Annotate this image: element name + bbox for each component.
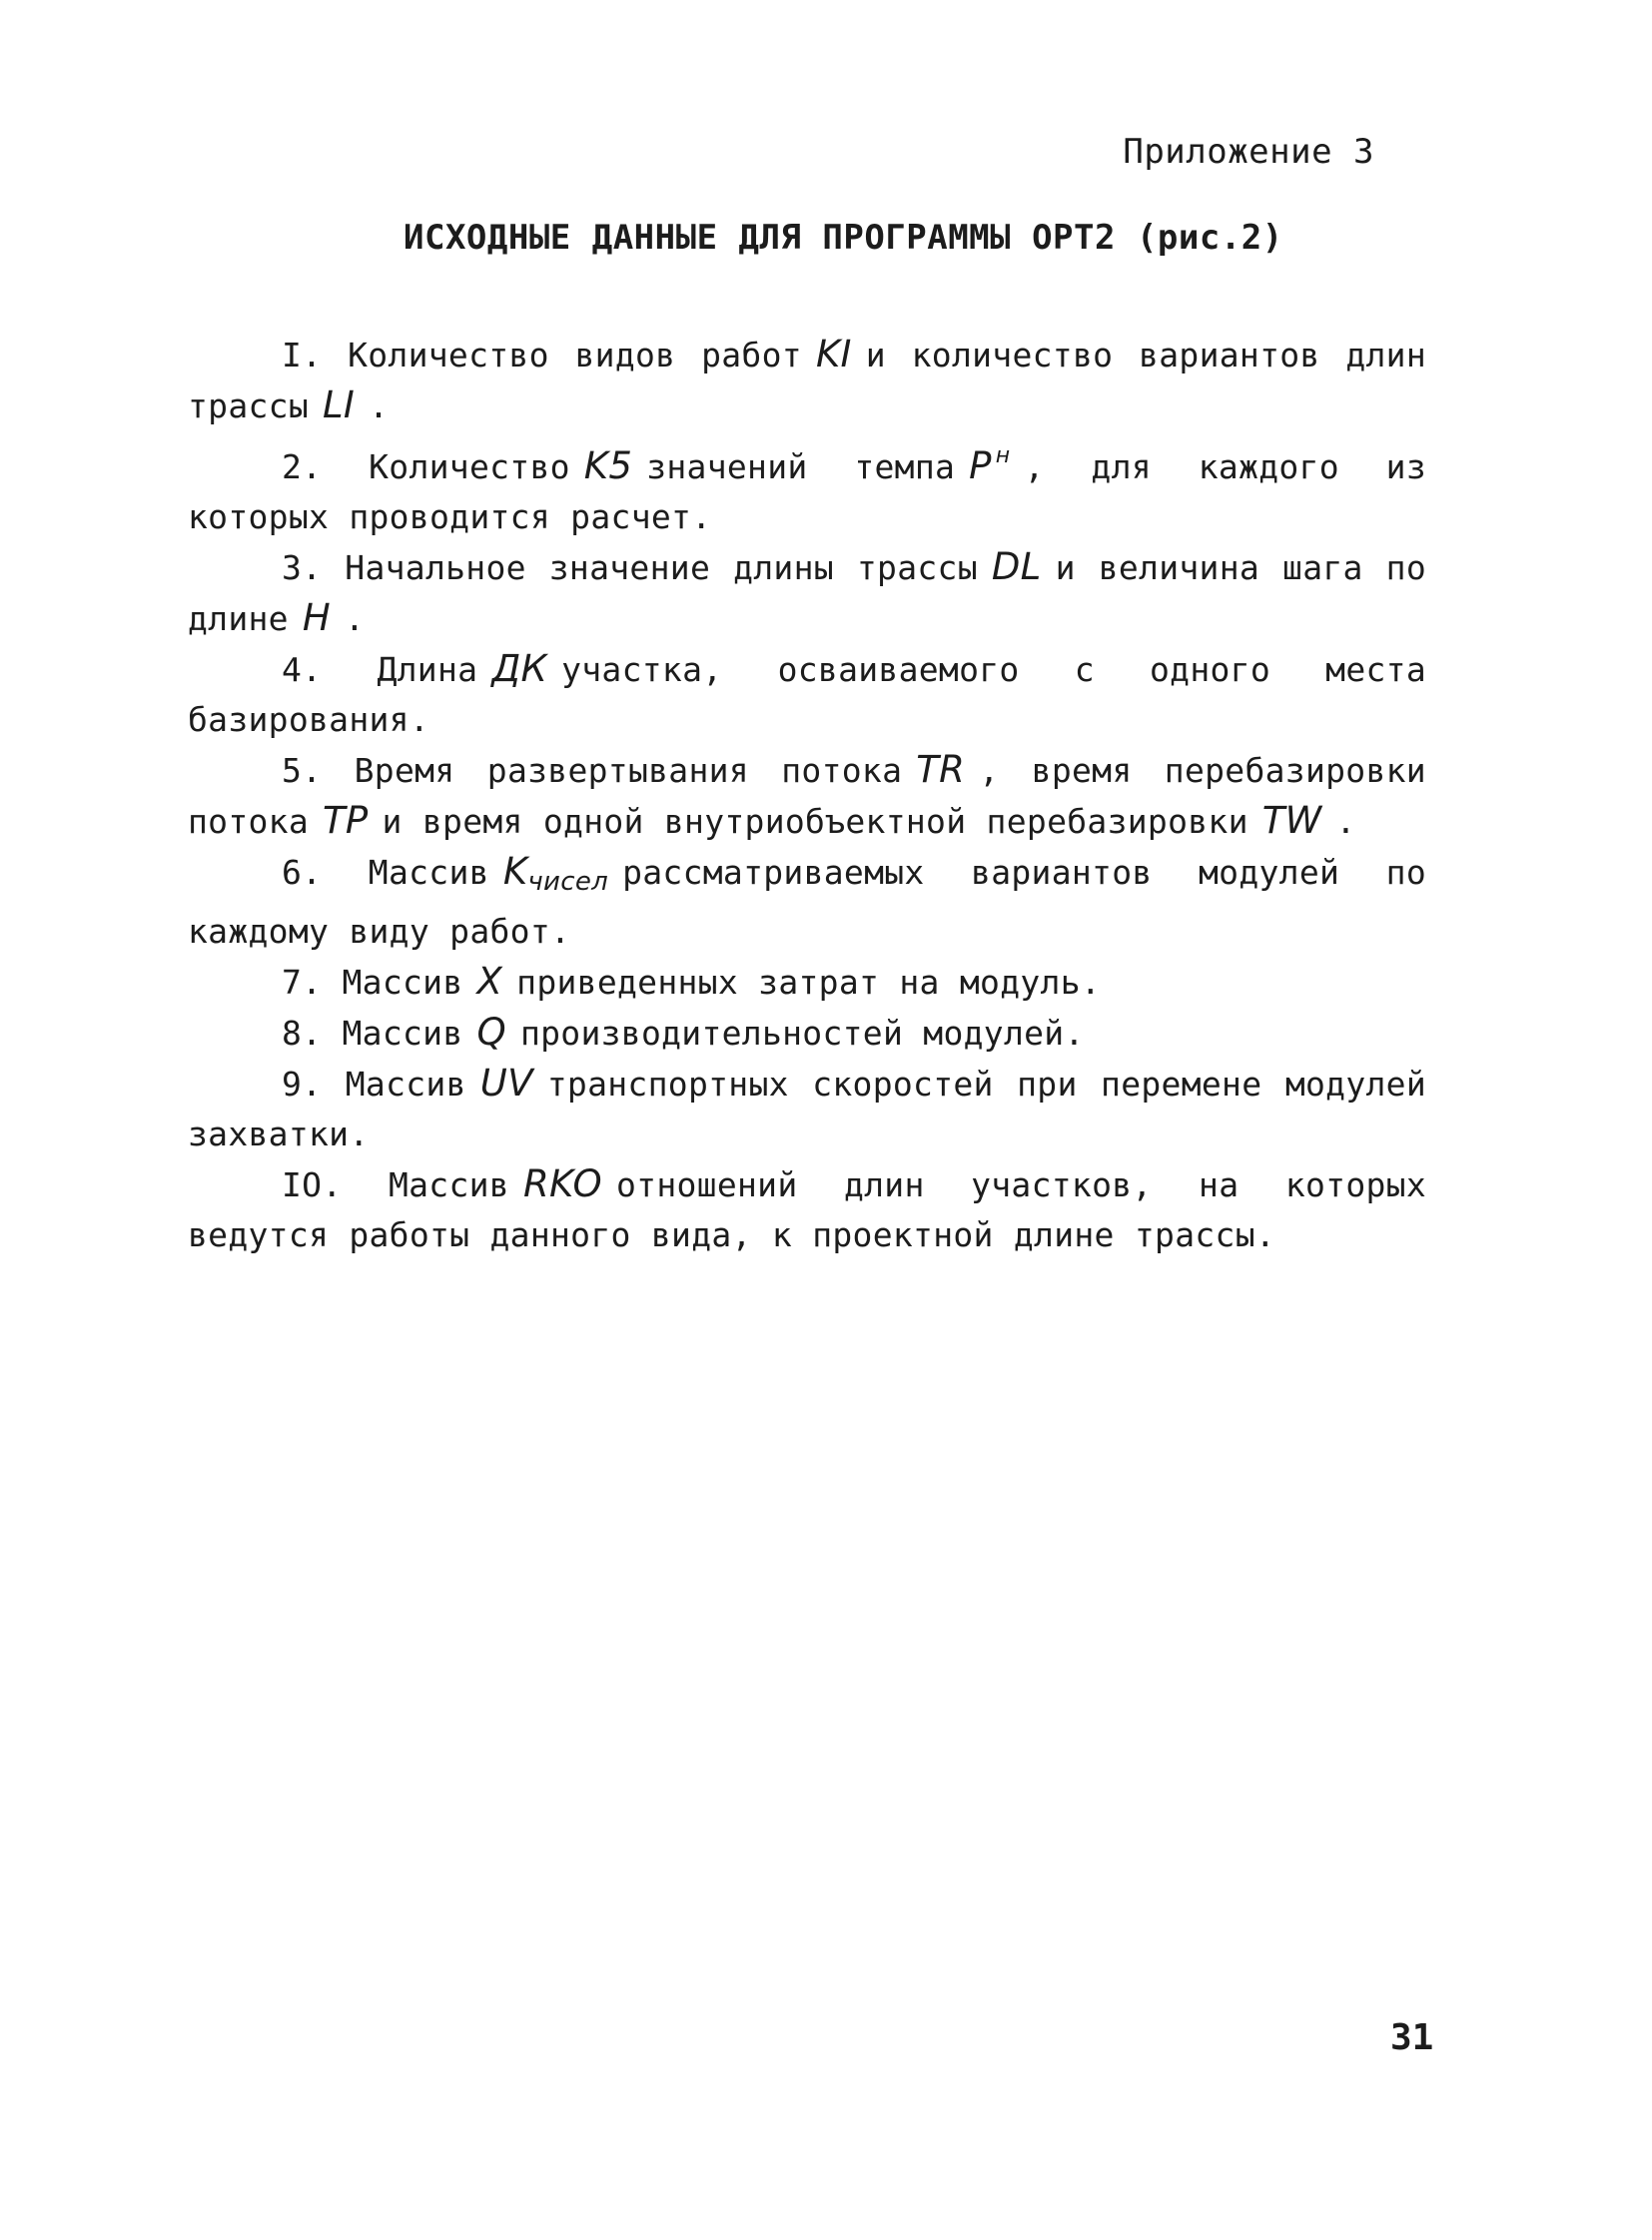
item-text: приведенных затрат на модуль. — [516, 963, 1102, 1002]
page-number: 31 — [1390, 2017, 1434, 2058]
item-text: IO. Массив — [282, 1165, 509, 1204]
variable-symbol: TR — [916, 748, 966, 791]
list-item — [188, 745, 1426, 847]
variable-symbol — [955, 444, 1024, 487]
item-text: 8. Массив — [282, 1014, 463, 1053]
symbol-subscript: чисел — [527, 867, 609, 897]
item-text: участка, осваиваемого с одного места базирования. — [188, 650, 1426, 739]
item-text: транспортных скоростей при перемене модулей захватки. — [188, 1065, 1426, 1153]
item-text: 3. Начальное значение длины трассы — [282, 548, 978, 587]
item-text: . — [369, 386, 390, 425]
variable-symbol: LI — [323, 383, 356, 426]
item-text: и время одной внутриобъектной перебазировки — [382, 802, 1248, 841]
variable-symbol: RKO — [522, 1162, 602, 1205]
item-text: I. Количество видов работ — [282, 336, 802, 374]
list-item — [188, 431, 1426, 542]
variable-symbol: KI — [815, 333, 852, 375]
list-item — [188, 330, 1426, 431]
variable-symbol: ДК — [491, 647, 548, 690]
symbol-superscript: н — [995, 443, 1011, 468]
item-text: 4. Длина — [282, 650, 478, 689]
item-text: значений темпа — [646, 447, 956, 486]
list-item — [188, 847, 1426, 957]
variable-symbol: X — [476, 960, 503, 1003]
item-text: 6. Массив — [282, 853, 489, 892]
symbol-base: P — [969, 444, 992, 487]
input-data-list — [188, 330, 1426, 1260]
variable-symbol — [489, 850, 622, 897]
document-title: ИСХОДНЫЕ ДАННЫЕ ДЛЯ ПРОГРАММЫ ОРТ2 (рис.2) — [404, 218, 1283, 258]
variable-symbol: TP — [323, 799, 369, 842]
item-text: , время перебазировки потока — [188, 751, 1426, 841]
item-text: 7. Массив — [282, 963, 463, 1002]
item-text: 5. Время развертывания потока — [282, 751, 903, 790]
item-text: 9. Массив — [282, 1065, 466, 1104]
variable-symbol: TW — [1261, 799, 1322, 842]
item-text: производительностей модулей. — [519, 1014, 1085, 1053]
item-text: и величина шага по длине — [188, 548, 1426, 638]
symbol-base: K — [502, 850, 528, 893]
item-text: отношений длин участков, на которых ведутся работы данного вида, к проектной длине трассы. — [188, 1165, 1426, 1254]
item-text: 2. Количество — [282, 447, 570, 486]
variable-symbol: H — [302, 596, 331, 639]
item-text: . — [344, 599, 366, 638]
list-item — [188, 1159, 1426, 1260]
item-text: , для каждого из которых проводится расчет. — [188, 447, 1426, 536]
list-item — [188, 644, 1426, 745]
list-item — [188, 542, 1426, 644]
item-text: и количество вариантов длин трассы — [188, 336, 1426, 425]
list-item — [188, 1008, 1426, 1059]
variable-symbol: DL — [991, 545, 1042, 588]
appendix-label: Приложение 3 — [1123, 132, 1374, 172]
variable-symbol: UV — [479, 1062, 533, 1105]
list-item — [188, 957, 1426, 1008]
variable-symbol: Q — [476, 1011, 506, 1054]
item-text: . — [1335, 802, 1356, 841]
list-item — [188, 1059, 1426, 1159]
item-text: рассматриваемых вариантов модулей по каждому виду работ. — [188, 853, 1426, 951]
variable-symbol: K5 — [583, 444, 633, 487]
